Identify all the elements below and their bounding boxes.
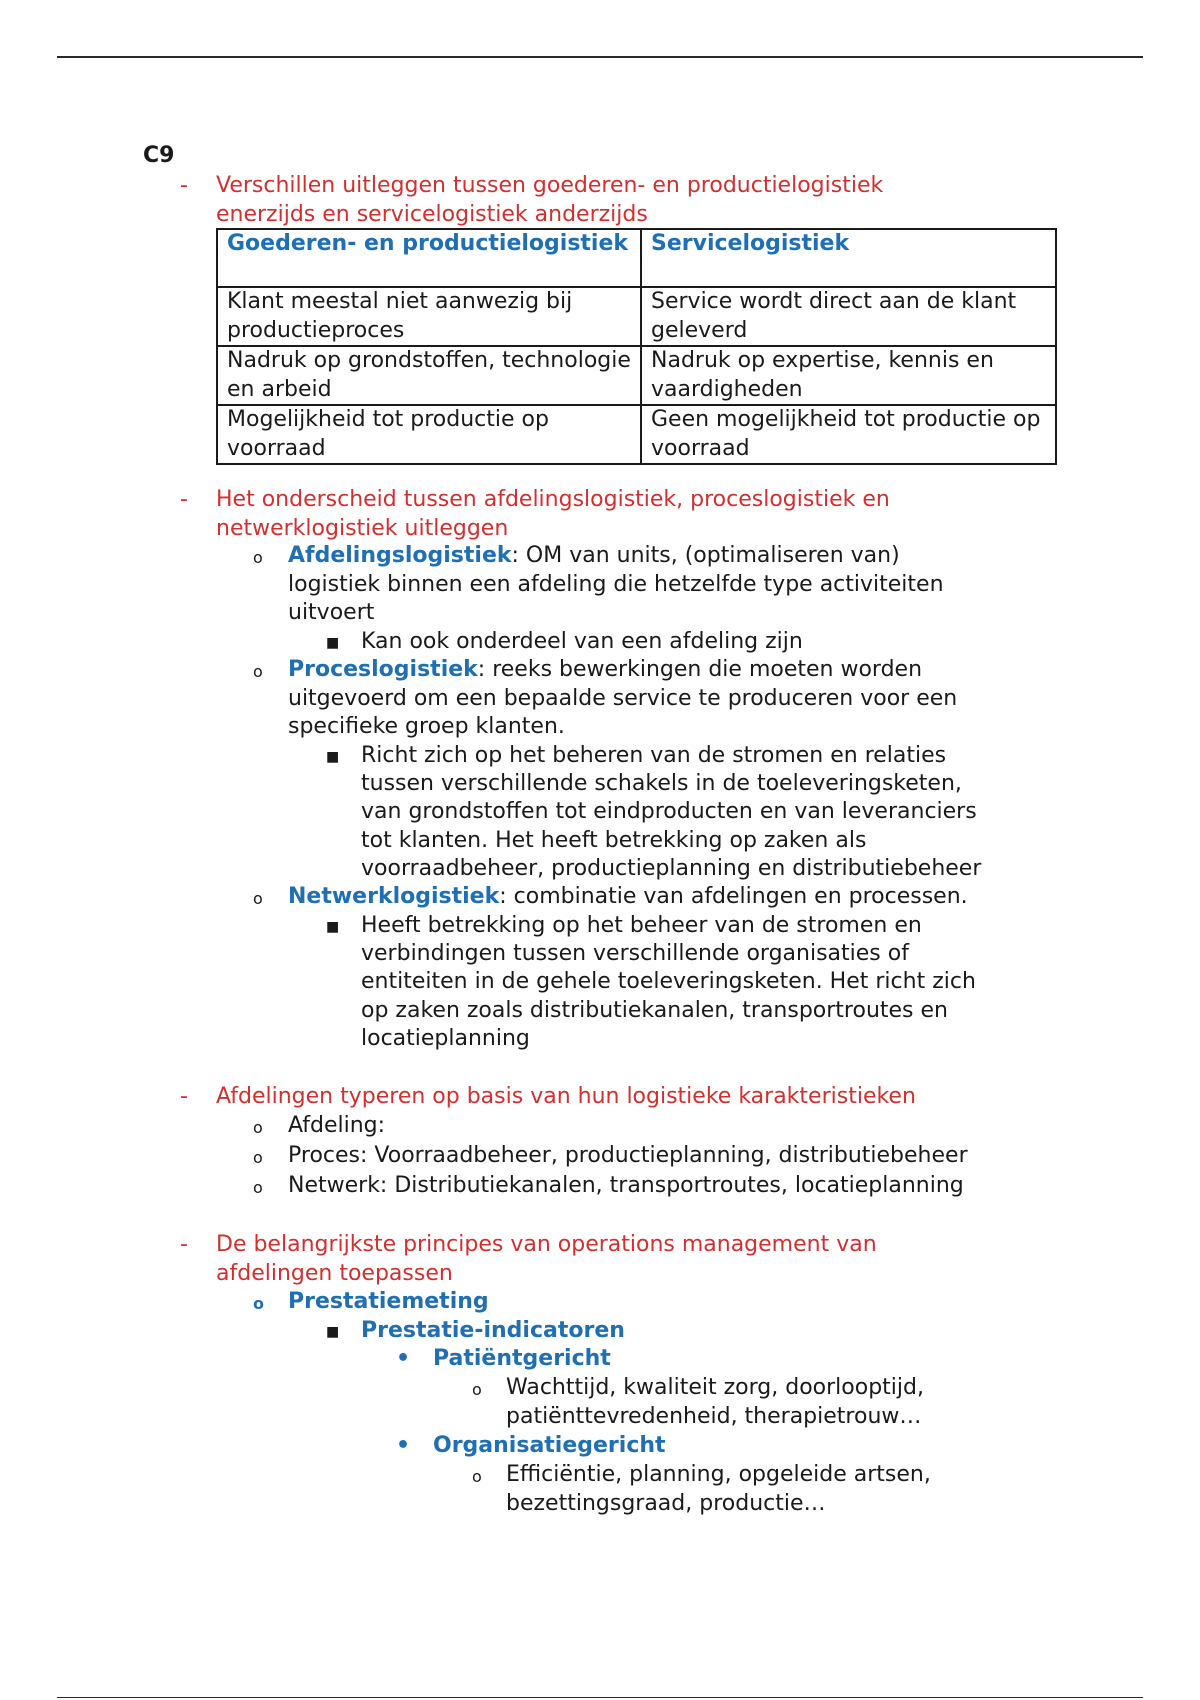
section1-dash: - [180, 173, 188, 198]
list-item-afdelingslogistiek [288, 542, 900, 571]
sub-item-text: tussen verschillende schakels in de toeleveringsketen, [361, 771, 962, 796]
dot-bullet-icon: • [396, 1433, 411, 1458]
sub-item-text: locatieplanning [361, 1026, 530, 1051]
table-row [217, 287, 1056, 346]
level4-text: bezettingsgraad, productie… [506, 1491, 826, 1516]
table-row [217, 346, 1056, 405]
circle-bullet-icon: o [253, 1294, 264, 1313]
item-text: : combinatie van afdelingen en processen. [499, 884, 968, 909]
sub-item-text: Heeft betrekking op het beheer van de stromen en [361, 913, 922, 938]
list-item-proceslogistiek [288, 656, 922, 685]
section2-heading-line1: Het onderscheid tussen afdelingslogistiek, proceslogistiek en [216, 487, 890, 512]
table-cell: Mogelijkheid tot productie op voorraad [217, 405, 641, 464]
term-netwerklogistiek: Netwerklogistiek [288, 884, 500, 909]
sub-item-text: tot klanten. Het heeft betrekking op zaken als [361, 828, 867, 853]
section4-heading-line1: De belangrijkste principes van operations management van [216, 1232, 877, 1257]
list-item: Proces: Voorraadbeheer, productieplanning, distributiebeheer [288, 1143, 968, 1168]
level1-prestatiemeting: Prestatiemeting [288, 1289, 489, 1314]
section2-heading-line2: netwerklogistiek uitleggen [216, 515, 509, 541]
section1-heading-line1: Verschillen uitleggen tussen goederen- en productielogistiek [216, 173, 884, 198]
section1-heading-line2: enerzijds en servicelogistiek anderzijds [216, 201, 648, 227]
page-title: C9 [143, 143, 175, 168]
circle-bullet-icon: o [253, 1118, 263, 1137]
circle-bullet-icon: o [253, 889, 263, 908]
section4-heading-line2: afdelingen toepassen [216, 1260, 453, 1286]
sub-item-text: entiteiten in de gehele toeleveringsketen. Het richt zich [361, 969, 976, 994]
table-cell: Nadruk op expertise, kennis en vaardigheden [641, 346, 1056, 405]
sub-item-text: Richt zich op het beheren van de stromen en relaties [361, 743, 947, 768]
list-item: Afdeling: [288, 1113, 386, 1138]
circle-bullet-icon: o [472, 1467, 482, 1486]
table-header-service: Servicelogistiek [641, 229, 1056, 287]
header-rule [57, 56, 1143, 58]
circle-bullet-icon: o [253, 1148, 263, 1167]
square-bullet-icon: ■ [326, 749, 340, 765]
list-item-netwerklogistiek [288, 883, 968, 912]
circle-bullet-icon: o [253, 548, 263, 567]
item-text: : reeks bewerkingen die moeten worden [477, 657, 923, 682]
square-bullet-icon: ■ [326, 1324, 340, 1340]
table-header-goods: Goederen- en productielogistiek [217, 229, 641, 287]
level2-prestatie-indicatoren: Prestatie-indicatoren [361, 1318, 625, 1343]
circle-bullet-icon: o [253, 662, 263, 681]
comparison-table [216, 228, 1057, 465]
term-proceslogistiek: Proceslogistiek [288, 657, 478, 682]
level4-text: patiënttevredenheid, therapietrouw… [506, 1404, 922, 1429]
square-bullet-icon: ■ [326, 919, 340, 935]
section3-heading: Afdelingen typeren op basis van hun logistieke karakteristieken [216, 1084, 916, 1109]
section1-heading [216, 172, 976, 229]
list-item: Netwerk: Distributiekanalen, transportroutes, locatieplanning [288, 1173, 964, 1198]
level4-text: Efficiëntie, planning, opgeleide artsen, [506, 1462, 931, 1487]
table-cell: Geen mogelijkheid tot productie op voorraad [641, 405, 1056, 464]
sub-item-text: verbindingen tussen verschillende organisaties of [361, 941, 909, 966]
sub-item-text: op zaken zoals distributiekanalen, transportroutes en [361, 998, 948, 1023]
circle-bullet-icon: o [253, 1178, 263, 1197]
sub-item-text: voorraadbeheer, productieplanning en distributiebeheer [361, 856, 982, 881]
table-cell: Nadruk op grondstoffen, technologie en arbeid [217, 346, 641, 405]
section3-dash: - [180, 1084, 188, 1109]
table-cell: Service wordt direct aan de klant geleverd [641, 287, 1056, 346]
section2-dash: - [180, 487, 188, 512]
item-text: : OM van units, (optimaliseren van) [511, 543, 900, 568]
table-row [217, 405, 1056, 464]
sub-item-text: van grondstoffen tot eindproducten en van leveranciers [361, 799, 977, 824]
level4-text: Wachttijd, kwaliteit zorg, doorlooptijd, [506, 1375, 924, 1400]
term-afdelingslogistiek: Afdelingslogistiek [288, 543, 512, 568]
section4-dash: - [180, 1232, 188, 1257]
section4-heading [216, 1231, 976, 1288]
sub-item-text: Kan ook onderdeel van een afdeling zijn [361, 629, 803, 654]
table-cell: Klant meestal niet aanwezig bij productieproces [217, 287, 641, 346]
item-text: specifieke groep klanten. [288, 714, 565, 739]
footer-rule [57, 1697, 1143, 1698]
level3-patientgericht: Patiëntgericht [433, 1346, 611, 1371]
section2-heading [216, 486, 976, 543]
table-header-row [217, 229, 1056, 287]
circle-bullet-icon: o [472, 1380, 482, 1399]
level3-organisatiegericht: Organisatiegericht [433, 1433, 666, 1458]
item-text: logistiek binnen een afdeling die hetzelfde type activiteiten [288, 572, 944, 597]
square-bullet-icon: ■ [326, 635, 340, 651]
item-text: uitvoert [288, 600, 375, 625]
item-text: uitgevoerd om een bepaalde service te produceren voor een [288, 686, 958, 711]
dot-bullet-icon: • [396, 1346, 411, 1371]
